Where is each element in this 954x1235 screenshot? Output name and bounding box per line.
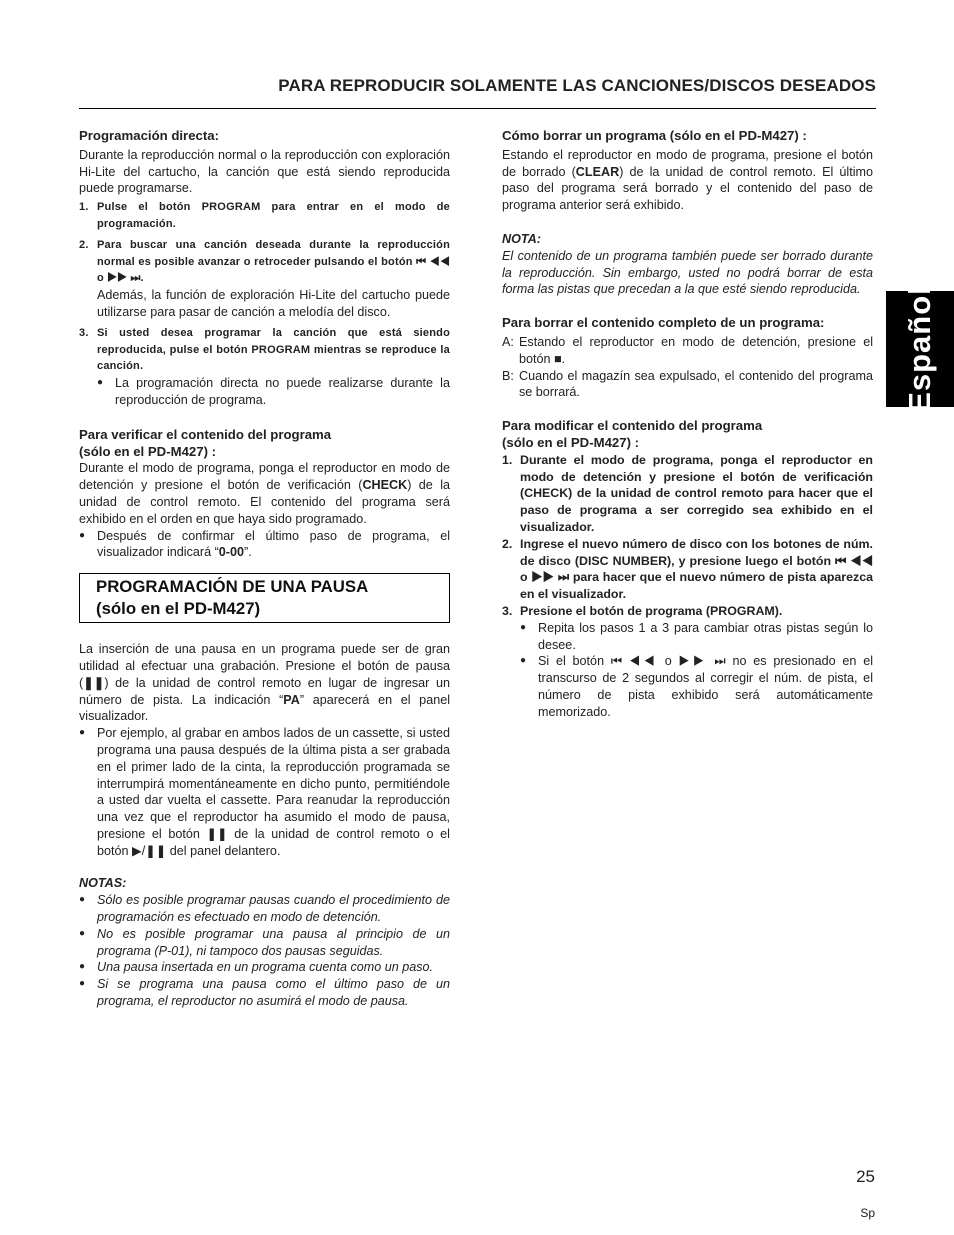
section-title-verificar: Para verificar el contenido del programa (sólo en el PD-M427) : (79, 426, 332, 459)
note-item: ● No es posible programar una pausa al principio de un programa (P-01), ni tampoco dos pausas seguidas. (79, 926, 450, 958)
left-column (79, 128, 450, 1010)
bullet-dot-icon: ● (79, 894, 86, 906)
step-item: 3. Si usted desea programar la canción que está siendo reproducida, pulse el botón PROGRAM mientras se reproduce la canción. (79, 326, 450, 373)
bullet-dot-icon: ● (520, 655, 527, 667)
step-item: 3. Presione el botón de programa (PROGRAM). (502, 603, 783, 618)
bullet-dot-icon: ● (79, 529, 86, 541)
bullet-item: ● Si el botón ⏮ ◀◀ o ▶▶ ⏭ no es presionado en el transcurso de 2 segundos al corregir el núm. de pista, el número de pista exhibido será automáticamente memorizado. (520, 654, 873, 719)
right-column (502, 128, 873, 721)
step-item: 2. Ingrese el nuevo número de disco con los botones de núm. de disco (DISC NUMBER), y presione luego el botón ⏮ ◀◀ o ▶▶ ⏭ para hacer que el nuevo número de pista aparezca en el visualizador. (502, 536, 873, 602)
bullet-dot-icon: ● (79, 978, 86, 990)
step-item: 2. Para buscar una canción deseada durante la reproducción normal es posible avanzar o retroceder pulsando el botón ⏮ ◀◀ o ▶▶ ⏭. (79, 238, 450, 285)
nota-title: NOTA: (502, 231, 541, 246)
step-note: Además, la función de exploración Hi-Lite del cartucho puede utilizarse para pasar de canción a melodía del disco. (97, 288, 450, 319)
header-rule (79, 108, 876, 109)
note-item: ● Una pausa insertada en un programa cuenta como un paso. (79, 960, 434, 975)
bullet-item: ● Por ejemplo, al grabar en ambos lados de un cassette, si usted programa una pausa después de la última pista a ser grabada en el primer lado de la cinta, la reproducción programada se interrumpirá momentáneamente en dicho punto, permitiéndole a usted dar vuelta el cassette. Para reanudar la reproducción una vez que el reproductor ha asumido el modo de pausa, presione el botón ❚❚ de la unidad de control remoto o el botón ▶/❚❚ del panel delantero. (79, 726, 450, 858)
note-item: ● Si se programa una pausa como el último paso de un programa, el reproductor no asumirá el modo de pausa. (79, 977, 450, 1009)
bullet-dot-icon: ● (97, 377, 104, 389)
bullet-item: ● La programación directa no puede realizarse durante la reproducción de programa. (97, 376, 450, 407)
notes-title: NOTAS: (79, 876, 127, 891)
section-paragraph: Estando el reproductor en modo de programa, presione el botón de borrado (CLEAR) de la unidad de control remoto. El último paso del programa será borrado y el contenido del paso de programa anterior será exhibido. (502, 147, 874, 213)
box-subtitle: (sólo en el PD-M427) (96, 598, 261, 618)
section-title-modificar: Para modificar el contenido del programa (sólo en el PD-M427) : (502, 418, 763, 450)
page-language-code: Sp (860, 1206, 875, 1220)
page-number: 25 (856, 1167, 875, 1186)
box-title: PROGRAMACIÓN DE UNA PAUSA (96, 577, 369, 597)
bullet-dot-icon: ● (79, 927, 86, 939)
bullet-dot-icon: ● (79, 727, 86, 739)
list-item: A: Estando el reproductor en modo de detención, presione el botón ■. (502, 334, 873, 366)
note-item: ● Sólo es posible programar pausas cuando el procedimiento de programación es efectuado en modo de detención. (79, 893, 450, 925)
section-box-pausa (79, 573, 450, 623)
section-title-borrar-programa: Cómo borrar un programa (sólo en el PD-M427) : (502, 128, 807, 143)
section-paragraph: Durante la reproducción normal o la reproducción con exploración Hi-Lite del cartucho, la canción que está siendo reproducida puede programarse. (79, 147, 450, 196)
language-side-tab (886, 285, 954, 413)
section-paragraph: Durante el modo de programa, ponga el reproductor en modo de detención y presione el botón de verificación (CHECK) de la unidad de control remoto. El contenido del programa será exhibido en el orden en que haya sido programado. (79, 461, 450, 526)
section-title-borrar-completo: Para borrar el contenido completo de un programa: (502, 315, 825, 331)
bullet-item: ● Repita los pasos 1 a 3 para cambiar otras pistas según lo desee. (520, 620, 873, 652)
section-paragraph: La inserción de una pausa en un programa puede ser de gran utilidad al efectuar una grabación. Presione el botón de pausa (❚❚) de la unidad de control remoto en lugar de ingresar un número de pista. La indicación “PA” aparecerá en el panel visualizador. (79, 642, 450, 724)
bullet-item: ● Después de confirmar el último paso de programa, el visualizador indicará “0-00”. (79, 528, 450, 560)
list-item: B: Cuando el magazín sea expulsado, el contenido del programa se borrará. (502, 368, 873, 400)
page-header-title: PARA REPRODUCIR SOLAMENTE LAS CANCIONES/DISCOS DESEADOS (278, 76, 876, 95)
section-title-programacion-directa: Programación directa: (79, 128, 219, 143)
nota-text: El contenido de un programa también puede ser borrado durante la reproducción. Sin embargo, usted no podrá borrar de esta forma las pistas que precedan a la que esté siendo reproducida. (502, 248, 873, 297)
step-item: 1. Durante el modo de programa, ponga el reproductor en modo de detención y presione el botón de verificación (CHECK) de la unidad de control remoto para hacer que el paso de programa a ser corregido sea exhibido en el visualizador. (502, 452, 873, 534)
language-side-tab-label: Español (902, 285, 937, 413)
bullet-dot-icon: ● (79, 961, 86, 973)
step-item: 1. Pulse el botón PROGRAM para entrar en el modo de programación. (79, 201, 450, 230)
bullet-dot-icon: ● (520, 621, 527, 633)
